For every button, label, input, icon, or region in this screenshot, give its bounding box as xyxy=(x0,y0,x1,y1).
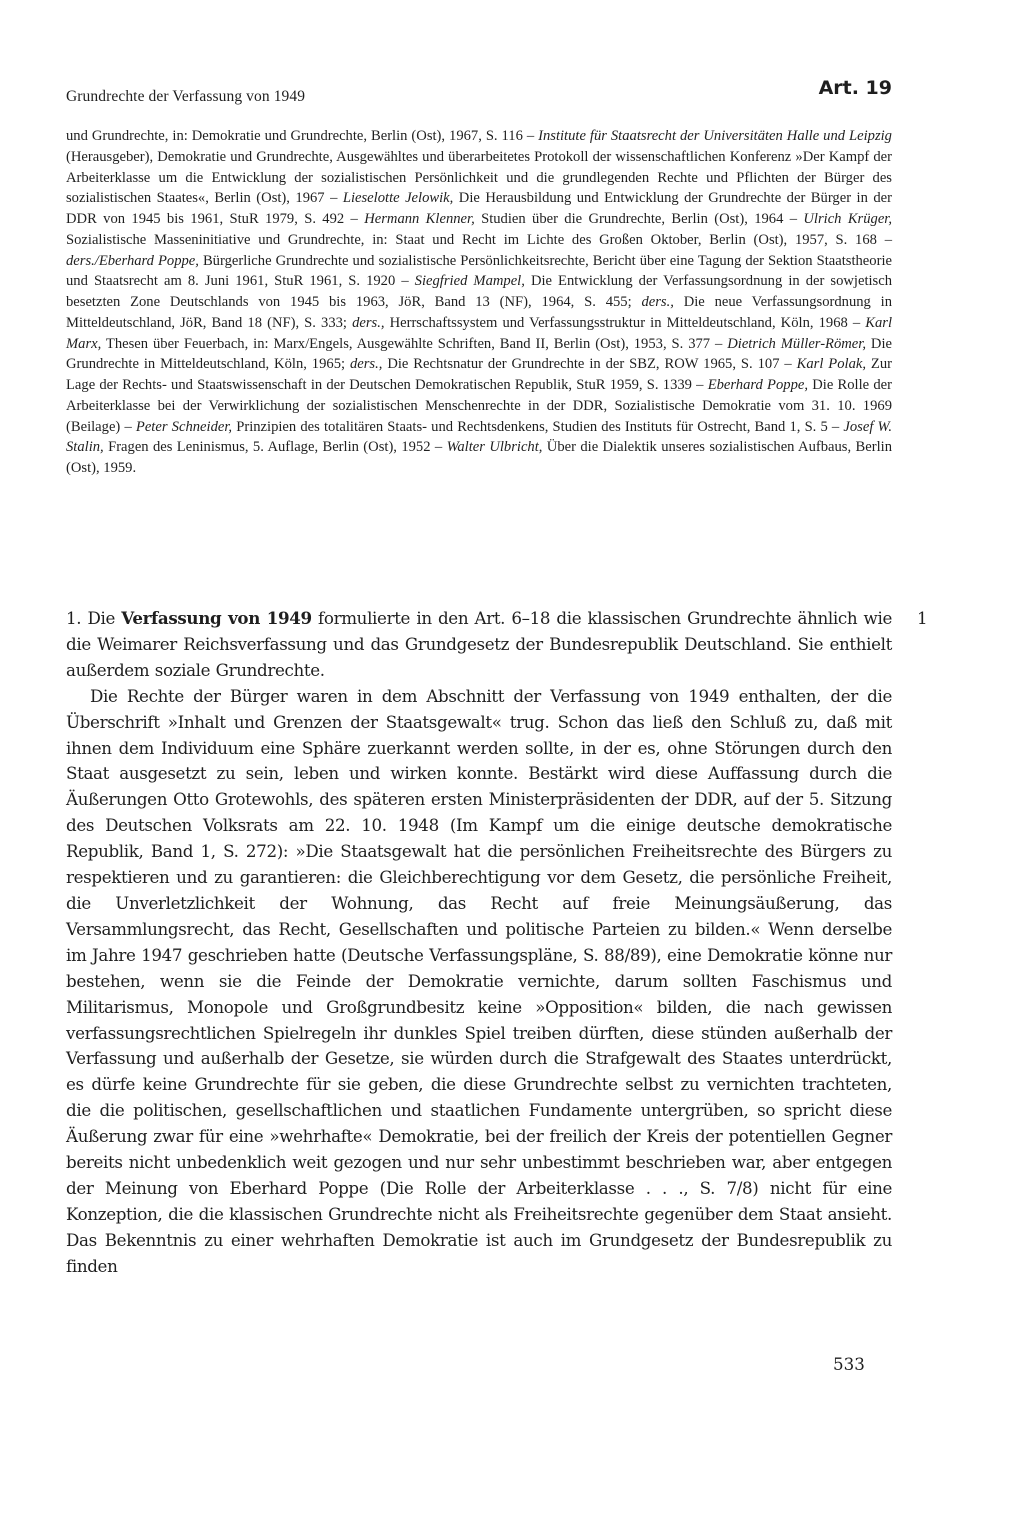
page-number: 533 xyxy=(833,1354,865,1374)
literature-author: Siegfried Mampel, xyxy=(414,273,525,290)
literature-text: Bürgerliche Grundrechte und sozialistische Persönlichkeitsrechte, Bericht über eine Tagung der Sektion Staatstheorie und Staatsrecht am 8. Juni 1961, StuR 1961, S. 1920 – xyxy=(66,252,892,290)
paragraph-1-prefix: 1. Die xyxy=(66,608,122,628)
literature-text: und Grundrechte, in: Demokratie und Grundrechte, Berlin (Ost), 1967, S. 116 – xyxy=(66,128,539,144)
literature-text: Sozialistische Masseninitiative und Grundrechte, in: Staat und Recht im Lichte des Großen Oktober, Berlin (Ost), 1957, S. 168 – xyxy=(66,231,892,248)
literature-text: Die Grundrechte in Mitteldeutschland, Köln, 1965; xyxy=(66,335,892,373)
literature-text: Die Rolle der Arbeiterklasse bei der Verwirklichung der sozialistischen Menschenrechte in der DDR, Sozialistische Demokratie vom 31. 10. 1969 (Beilage) – xyxy=(66,377,892,435)
literature-text: Die neue Verfassungsordnung in Mitteldeutschland, JöR, Band 18 (NF), S. 333; xyxy=(66,294,893,331)
literature-author: Josef W. Stalin, xyxy=(66,418,892,456)
literature-author: Eberhard Poppe, xyxy=(707,377,808,393)
literature-text: Zur Lage der Rechts- und Staatswissenschaft in der Deutschen Demokratischen Republik, StuR 1959, S. 1339 – xyxy=(66,356,892,393)
literature-author: Institute für Staatsrecht der Universitäten Halle und Leipzig xyxy=(538,128,892,144)
paragraph-1-bold: Verfassung von 1949 xyxy=(121,608,312,628)
literature-author: Karl Marx, xyxy=(66,314,892,352)
main-text xyxy=(66,606,892,1280)
literature-author: Karl Polak, xyxy=(796,356,866,373)
margin-number: 1 xyxy=(917,608,928,628)
literature-block xyxy=(66,126,892,479)
literature-author: Ulrich Krüger, xyxy=(803,211,893,227)
literature-author: ders., xyxy=(641,294,674,310)
literature-text: Thesen über Feuerbach, in: Marx/Engels, Ausgewählte Schriften, Band II, Berlin (Ost), 1953, S. 377 – xyxy=(101,335,728,352)
literature-text: (Herausgeber), Demokratie und Grundrechte, Ausgewähltes und überarbeitetes Protokoll der wissenschaftlichen Konferenz »Der Kampf der Arbeiterklasse um die Entwicklung der sozialistischen Persönlichkeit und die grundlegenden Rechte und Pflichten der Bürger des sozialistischen Staates«, Berlin (Ost), 1967 – xyxy=(66,148,892,207)
article-number: Art. 19 xyxy=(818,77,892,99)
literature-text: Die Rechtsnatur der Grundrechte in der SBZ, ROW 1965, S. 107 – xyxy=(382,356,797,373)
literature-text: Die Herausbildung und Entwicklung der Grundrechte der Bürger in der DDR von 1945 bis 1961, StuR 1979, S. 492 – xyxy=(66,190,892,227)
running-head: Grundrechte der Verfassung von 1949 xyxy=(66,88,306,105)
paragraph-2: Die Rechte der Bürger waren in dem Abschnitt der Verfassung von 1949 enthalten, der die Überschrift »Inhalt und Grenzen der Staatsgewalt« trug. Schon das ließ den Schluß zu, daß mit ihnen dem Individuum eine Sphäre zuerkannt werden sollte, in der es, ohne Störungen durch den Staat ausgesetzt zu sein, leben und wirken konnte. Bestärkt wird diese Auffassung durch die Äußerungen Otto Grotewohls, des späteren ersten Ministerpräsidenten der DDR, auf der 5. Sitzung des Deutschen Volksrats am 22. 10. 1948 (Im Kampf um die einige deutsche demokratische Republik, Band 1, S. 272): »Die Staatsgewalt hat die persönlichen Freiheitsrechte des Bürgers zu respektieren und zu garantieren: die Gleichberechtigung vor dem Gesetz, die persönliche Freiheit, die Unverletzlichkeit der Wohnung, das Recht auf freie Meinungsäußerung, das Versammlungsrecht, das Recht, Gesellschaften und politische Parteien zu bilden.« Wenn derselbe im Jahre 1947 geschrieben hatte (Deutsche Verfassungspläne, S. 88/89), eine Demokratie könne nur bestehen, wenn sie die Feinde der Demokratie vernichte, darum sollten Faschismus und Militarismus, Monopole und Großgrundbesitz keine »Opposition« bilden, die nach gewissen verfassungsrechtlichen Spielregeln ihr dunkles Spiel treiben dürften, diese stünden außerhalb der Verfassung und außerhalb der Gesetze, sie würden durch die Strafgewalt des Staates unterdrückt, es dürfe keine Grundrechte für sie geben, die diese Grundrechte selbst zu vernichten trachteten, die die politischen, gesellschaftlichen und staatlichen Fundamente untergrüben, so spricht diese Äußerung zwar für eine »wehrhafte« Demokratie, bei der freilich der Kreis der potentiellen Gegner bereits nicht unbedenklich weit gezogen und nur sehr unbestimmt beschrieben war, aber entgegen der Meinung von Eberhard Poppe (Die Rolle der Arbeiterklasse . . ., S. 7/8) nicht für eine Konzeption, die die klassischen Grundrechte nicht als Freiheitsrechte gegenüber dem Staat ansieht. Das Bekenntnis zu einer wehrhaften Demokratie ist auch im Grundgesetz der Bundesrepublik zu finden xyxy=(66,685,892,1276)
literature-paragraph xyxy=(66,126,892,479)
literature-author: ders., xyxy=(352,314,385,331)
paragraph-1 xyxy=(66,606,892,684)
literature-text: Herrschaftssystem und Verfassungsstruktur in Mitteldeutschland, Köln, 1968 – xyxy=(384,314,866,331)
literature-text: Studien über die Grundrechte, Berlin (Ost), 1964 – xyxy=(474,211,804,227)
literature-text: Die Entwicklung der Verfassungsordnung in der sowjetisch besetzten Zone Deutschlands von 1945 bis 1963, JöR, Band 13 (NF), 1964, S. 455; xyxy=(66,273,893,310)
literature-text: Über die Dialektik unseres sozialistischen Aufbaus, Berlin (Ost), 1959. xyxy=(66,439,892,476)
literature-author: Dietrich Müller-Römer, xyxy=(727,335,866,352)
literature-author: Hermann Klenner, xyxy=(364,211,475,227)
literature-text: Fragen des Leninismus, 5. Auflage, Berlin (Ost), 1952 – xyxy=(103,439,447,456)
literature-text: Prinzipien des totalitären Staats- und Rechtsdenkens, Studien des Instituts für Ostrecht, Band 1, S. 5 – xyxy=(232,418,844,435)
literature-author: ders., xyxy=(349,356,383,373)
literature-author: ders./Eberhard Poppe, xyxy=(66,252,199,269)
literature-author: Lieselotte Jelowik, xyxy=(342,190,454,207)
literature-author: Peter Schneider, xyxy=(135,418,233,435)
literature-author: Walter Ulbricht, xyxy=(446,439,543,456)
paragraph-1-rest: formulierte in den Art. 6–18 die klassischen Grundrechte ähnlich wie die Weimarer Reichsverfassung und das Grundgesetz der Bundesrepublik Deutschland. Sie enthielt außerdem soziale Grundrechte. xyxy=(66,608,892,680)
